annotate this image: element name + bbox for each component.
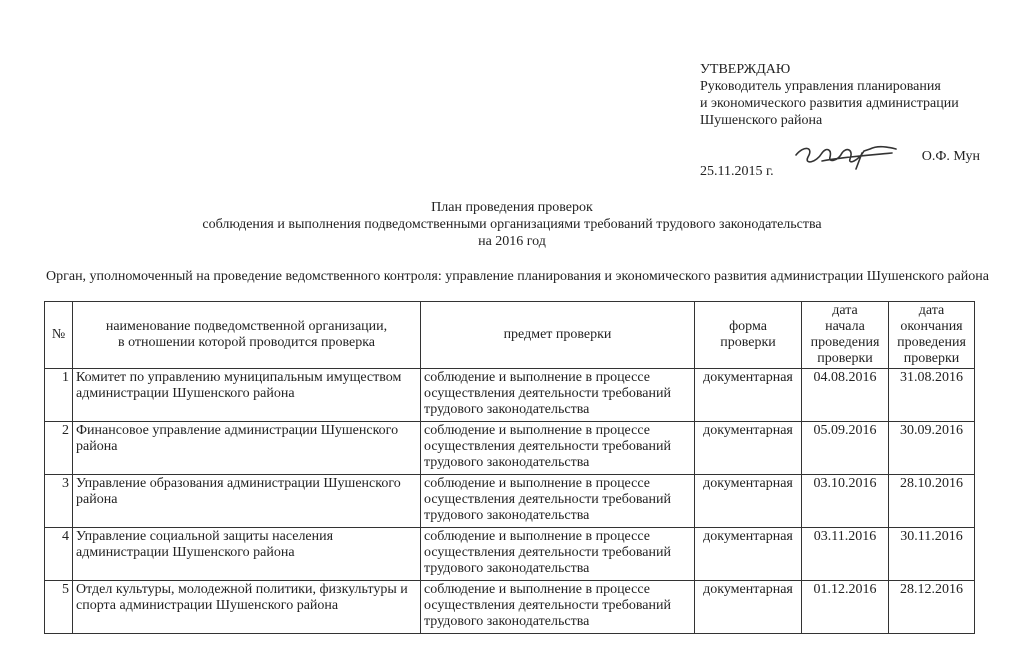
cell-form: документарная: [695, 475, 802, 528]
cell-form: документарная: [695, 528, 802, 581]
cell-form: документарная: [695, 422, 802, 475]
header-num: №: [45, 302, 73, 369]
title-line: соблюдения и выполнения подведомственными организациями требований трудового законодательства: [202, 217, 822, 232]
approval-position-line: и экономического развития администрации: [700, 96, 959, 111]
approval-heading: УТВЕРЖДАЮ: [700, 62, 791, 77]
cell-form: документарная: [695, 369, 802, 422]
document-title: [0, 199, 1024, 250]
cell-end-date: 31.08.2016: [889, 369, 975, 422]
table-header-row: [45, 302, 975, 369]
cell-organization: Комитет по управлению муниципальным имуществом администрации Шушенского района: [73, 369, 421, 422]
cell-end-date: 30.09.2016: [889, 422, 975, 475]
header-organization: наименование подведомственной организации, в отношении которой проводится проверка: [73, 302, 421, 369]
title-line: План проведения проверок: [431, 200, 593, 215]
cell-subject: соблюдение и выполнение в процессе осуществления деятельности требований трудового законодательства: [421, 369, 695, 422]
cell-subject: соблюдение и выполнение в процессе осуществления деятельности требований трудового законодательства: [421, 528, 695, 581]
table-row: [45, 422, 975, 475]
header-start-date: дата начала проведения проверки: [802, 302, 889, 369]
cell-num: 4: [45, 528, 73, 581]
approval-position-line: Руководитель управления планирования: [700, 79, 941, 94]
cell-subject: соблюдение и выполнение в процессе осуществления деятельности требований трудового законодательства: [421, 475, 695, 528]
title-line: на 2016 год: [478, 234, 546, 249]
cell-start-date: 04.08.2016: [802, 369, 889, 422]
cell-end-date: 28.10.2016: [889, 475, 975, 528]
approval-block: [700, 61, 959, 129]
cell-organization: Управление образования администрации Шушенского района: [73, 475, 421, 528]
cell-subject: соблюдение и выполнение в процессе осуществления деятельности требований трудового законодательства: [421, 422, 695, 475]
cell-organization: Финансовое управление администрации Шушенского района: [73, 422, 421, 475]
cell-end-date: 28.12.2016: [889, 581, 975, 634]
inspection-plan-table: [44, 301, 975, 634]
approval-position-line: Шушенского района: [700, 113, 823, 128]
cell-num: 3: [45, 475, 73, 528]
table-row: [45, 369, 975, 422]
cell-start-date: 01.12.2016: [802, 581, 889, 634]
header-end-date: дата окончания проведения проверки: [889, 302, 975, 369]
cell-end-date: 30.11.2016: [889, 528, 975, 581]
approval-date: 25.11.2015 г.: [700, 164, 774, 179]
cell-organization: Управление социальной защиты населения администрации Шушенского района: [73, 528, 421, 581]
cell-num: 2: [45, 422, 73, 475]
cell-organization: Отдел культуры, молодежной политики, физкультуры и спорта администрации Шушенского района: [73, 581, 421, 634]
cell-num: 1: [45, 369, 73, 422]
table-row: [45, 528, 975, 581]
control-organ-text: Орган, уполномоченный на проведение ведомственного контроля: управление планирования и экономического развития администрации Шушенского района: [46, 269, 989, 284]
handwritten-signature: [792, 141, 902, 171]
cell-start-date: 03.10.2016: [802, 475, 889, 528]
cell-num: 5: [45, 581, 73, 634]
cell-start-date: 03.11.2016: [802, 528, 889, 581]
cell-start-date: 05.09.2016: [802, 422, 889, 475]
cell-form: документарная: [695, 581, 802, 634]
table-row: [45, 475, 975, 528]
cell-subject: соблюдение и выполнение в процессе осуществления деятельности требований трудового законодательства: [421, 581, 695, 634]
header-form: форма проверки: [695, 302, 802, 369]
header-subject: предмет проверки: [421, 302, 695, 369]
signature-row: [700, 141, 990, 181]
signer-name: О.Ф. Мун: [921, 149, 980, 164]
table-row: [45, 581, 975, 634]
